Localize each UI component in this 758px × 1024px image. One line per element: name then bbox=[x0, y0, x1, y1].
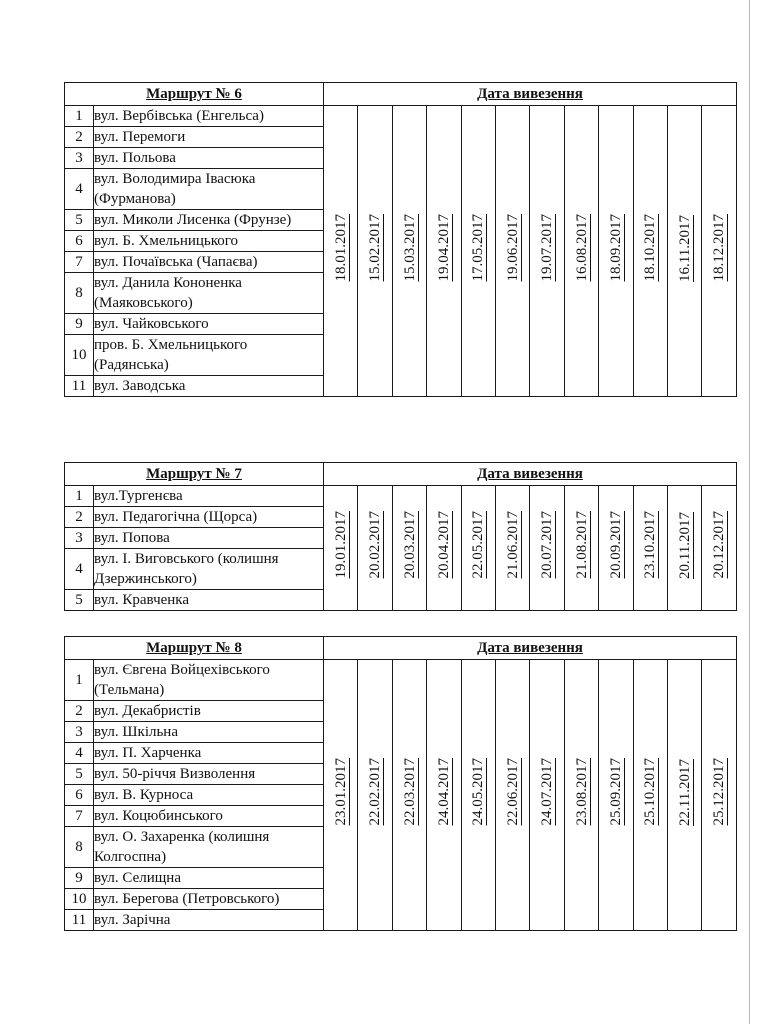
collection-date-cell bbox=[427, 106, 461, 397]
collection-date-cell bbox=[461, 106, 495, 397]
collection-date: 19.04.2017 bbox=[435, 214, 452, 282]
collection-date: 24.05.2017 bbox=[470, 758, 487, 826]
street-name: вул. Педагогічна (Щорса) bbox=[94, 507, 324, 528]
collection-date-cell bbox=[358, 106, 392, 397]
collection-date-cell bbox=[633, 486, 667, 611]
collection-date: 16.08.2017 bbox=[573, 214, 590, 282]
street-name: вул. Декабристів bbox=[94, 701, 324, 722]
collection-date-cell bbox=[427, 660, 461, 931]
collection-date-cell bbox=[530, 106, 564, 397]
street-name: вул. Миколи Лисенка (Фрунзе) bbox=[94, 210, 324, 231]
street-name: вул. Берегова (Петровського) bbox=[94, 889, 324, 910]
street-number: 3 bbox=[65, 722, 94, 743]
collection-date: 23.01.2017 bbox=[332, 758, 349, 826]
date-column-header: Дата вивезення bbox=[324, 83, 737, 106]
collection-date: 15.03.2017 bbox=[401, 214, 418, 282]
collection-date-cell bbox=[392, 106, 426, 397]
route-table-body bbox=[65, 637, 737, 931]
street-number: 3 bbox=[65, 528, 94, 549]
street-number: 5 bbox=[65, 590, 94, 611]
street-number: 2 bbox=[65, 127, 94, 148]
street-number: 9 bbox=[65, 868, 94, 889]
collection-date: 20.02.2017 bbox=[367, 511, 384, 579]
collection-date-cell bbox=[564, 486, 598, 611]
collection-date-cell bbox=[324, 660, 358, 931]
street-number: 11 bbox=[65, 376, 94, 397]
street-number: 10 bbox=[65, 889, 94, 910]
street-name: пров. Б. Хмельницького (Радянська) bbox=[94, 335, 324, 376]
collection-date-cell bbox=[496, 106, 530, 397]
street-number: 5 bbox=[65, 210, 94, 231]
street-number: 7 bbox=[65, 806, 94, 827]
collection-date-cell bbox=[530, 660, 564, 931]
street-number: 2 bbox=[65, 507, 94, 528]
street-number: 1 bbox=[65, 486, 94, 507]
street-name: вул. 50-річчя Визволення bbox=[94, 764, 324, 785]
street-number: 10 bbox=[65, 335, 94, 376]
route-table bbox=[64, 82, 737, 397]
collection-date: 18.01.2017 bbox=[332, 214, 349, 282]
collection-date: 25.09.2017 bbox=[607, 758, 624, 826]
collection-date-cell bbox=[702, 106, 737, 397]
collection-date-cell bbox=[461, 486, 495, 611]
street-number: 5 bbox=[65, 764, 94, 785]
collection-date-cell bbox=[392, 660, 426, 931]
street-name: вул. О. Захаренка (колишня Колгоспна) bbox=[94, 827, 324, 868]
collection-date-cell bbox=[668, 660, 702, 931]
collection-date-cell bbox=[668, 486, 702, 611]
collection-date: 23.08.2017 bbox=[573, 758, 590, 826]
collection-date: 25.12.2017 bbox=[711, 758, 728, 826]
collection-date: 16.11.2017 bbox=[676, 214, 693, 282]
street-number: 2 bbox=[65, 701, 94, 722]
collection-date: 20.12.2017 bbox=[711, 511, 728, 579]
street-number: 11 bbox=[65, 910, 94, 931]
street-name: вул. Євгена Войцехівського (Тельмана) bbox=[94, 660, 324, 701]
street-name: вул. Зарічна bbox=[94, 910, 324, 931]
collection-date-cell bbox=[702, 660, 737, 931]
street-name: вул. Перемоги bbox=[94, 127, 324, 148]
collection-date: 22.03.2017 bbox=[401, 758, 418, 826]
street-name: вул. Чайковського bbox=[94, 314, 324, 335]
collection-date: 22.11.2017 bbox=[676, 758, 693, 826]
street-name: вул. Селищна bbox=[94, 868, 324, 889]
collection-date-cell bbox=[461, 660, 495, 931]
street-name: вул. Коцюбинського bbox=[94, 806, 324, 827]
collection-date: 18.12.2017 bbox=[711, 214, 728, 282]
collection-date: 20.04.2017 bbox=[435, 511, 452, 579]
street-number: 1 bbox=[65, 106, 94, 127]
street-name: вул. Данила Кононенка (Маяковського) bbox=[94, 273, 324, 314]
collection-date-cell bbox=[324, 486, 358, 611]
collection-date-cell bbox=[599, 486, 633, 611]
collection-date-cell bbox=[392, 486, 426, 611]
street-row bbox=[65, 486, 737, 507]
street-number: 6 bbox=[65, 231, 94, 252]
street-number: 4 bbox=[65, 549, 94, 590]
collection-date-cell bbox=[358, 660, 392, 931]
street-name: вул. В. Курноса bbox=[94, 785, 324, 806]
collection-date-cell bbox=[702, 486, 737, 611]
collection-date-cell bbox=[496, 660, 530, 931]
collection-date: 18.10.2017 bbox=[642, 214, 659, 282]
collection-date-cell bbox=[427, 486, 461, 611]
collection-date-cell bbox=[324, 106, 358, 397]
street-name: вул. Б. Хмельницького bbox=[94, 231, 324, 252]
collection-date: 20.07.2017 bbox=[539, 511, 556, 579]
collection-date: 19.07.2017 bbox=[539, 214, 556, 282]
route-title: Маршрут № 8 bbox=[65, 637, 324, 660]
street-number: 4 bbox=[65, 169, 94, 210]
street-name: вул.Тургенєва bbox=[94, 486, 324, 507]
street-name: вул. Попова bbox=[94, 528, 324, 549]
collection-date-cell bbox=[633, 106, 667, 397]
collection-date: 20.03.2017 bbox=[401, 511, 418, 579]
route-table bbox=[64, 462, 737, 611]
street-name: вул. Кравченка bbox=[94, 590, 324, 611]
collection-date: 20.11.2017 bbox=[676, 511, 693, 579]
collection-date: 25.10.2017 bbox=[642, 758, 659, 826]
street-number: 4 bbox=[65, 743, 94, 764]
route-table-body bbox=[65, 83, 737, 397]
collection-date-cell bbox=[564, 106, 598, 397]
street-name: вул. І. Виговського (колишня Дзержинського) bbox=[94, 549, 324, 590]
collection-date: 21.06.2017 bbox=[504, 511, 521, 579]
collection-date-cell bbox=[358, 486, 392, 611]
collection-date-cell bbox=[599, 106, 633, 397]
collection-date: 20.09.2017 bbox=[607, 511, 624, 579]
street-name: вул. Польова bbox=[94, 148, 324, 169]
street-number: 6 bbox=[65, 785, 94, 806]
street-row bbox=[65, 106, 737, 127]
route-title: Маршрут № 6 bbox=[65, 83, 324, 106]
collection-date-cell bbox=[633, 660, 667, 931]
collection-date-cell bbox=[564, 660, 598, 931]
collection-date: 24.04.2017 bbox=[435, 758, 452, 826]
collection-date-cell bbox=[530, 486, 564, 611]
collection-date: 21.08.2017 bbox=[573, 511, 590, 579]
street-number: 1 bbox=[65, 660, 94, 701]
collection-date-cell bbox=[496, 486, 530, 611]
street-number: 8 bbox=[65, 827, 94, 868]
route-title: Маршрут № 7 bbox=[65, 463, 324, 486]
collection-date: 24.07.2017 bbox=[539, 758, 556, 826]
street-name: вул. Почаївська (Чапаєва) bbox=[94, 252, 324, 273]
route-header-row bbox=[65, 83, 737, 106]
street-row bbox=[65, 660, 737, 701]
collection-date: 19.06.2017 bbox=[504, 214, 521, 282]
collection-date-cell bbox=[668, 106, 702, 397]
street-number: 8 bbox=[65, 273, 94, 314]
route-header-row bbox=[65, 637, 737, 660]
collection-date: 15.02.2017 bbox=[367, 214, 384, 282]
street-name: вул. Заводська bbox=[94, 376, 324, 397]
street-number: 3 bbox=[65, 148, 94, 169]
collection-date: 17.05.2017 bbox=[470, 214, 487, 282]
route-table-body bbox=[65, 463, 737, 611]
collection-date: 18.09.2017 bbox=[607, 214, 624, 282]
date-column-header: Дата вивезення bbox=[324, 637, 737, 660]
street-name: вул. Шкільна bbox=[94, 722, 324, 743]
street-name: вул. П. Харченка bbox=[94, 743, 324, 764]
collection-date: 23.10.2017 bbox=[642, 511, 659, 579]
collection-date: 22.02.2017 bbox=[367, 758, 384, 826]
collection-date: 22.05.2017 bbox=[470, 511, 487, 579]
date-column-header: Дата вивезення bbox=[324, 463, 737, 486]
collection-date: 19.01.2017 bbox=[332, 511, 349, 579]
collection-date-cell bbox=[599, 660, 633, 931]
street-number: 9 bbox=[65, 314, 94, 335]
street-name: вул. Вербівська (Енгельса) bbox=[94, 106, 324, 127]
collection-date: 22.06.2017 bbox=[504, 758, 521, 826]
street-number: 7 bbox=[65, 252, 94, 273]
street-name: вул. Володимира Івасюка (Фурманова) bbox=[94, 169, 324, 210]
route-table bbox=[64, 636, 737, 931]
route-header-row bbox=[65, 463, 737, 486]
page-edge-line bbox=[749, 0, 750, 1024]
